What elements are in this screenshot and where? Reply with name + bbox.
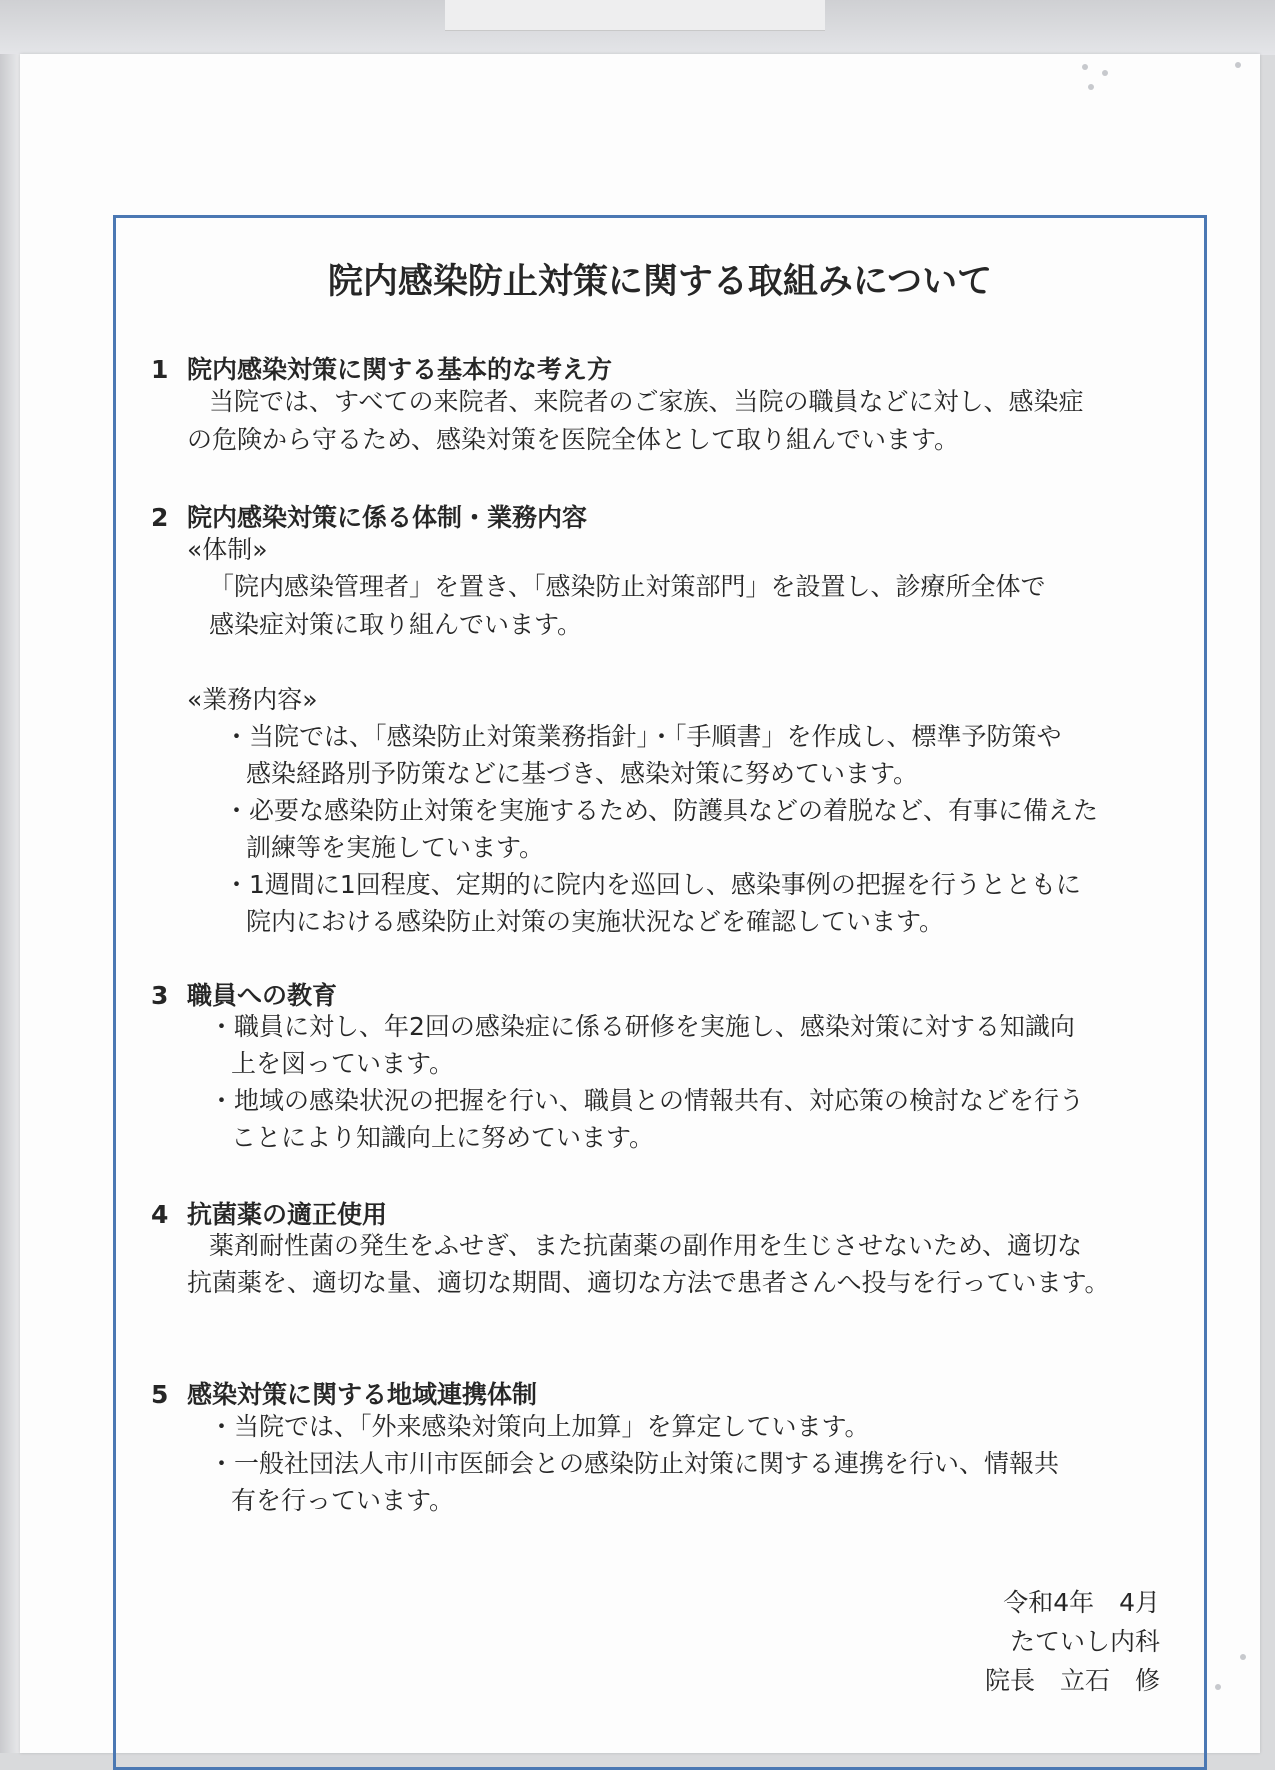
punch-hole — [1082, 64, 1088, 70]
issue-date: 令和4年 4月 — [1003, 1588, 1160, 1617]
paper-left-edge — [0, 54, 20, 1753]
section-heading — [151, 498, 587, 534]
bullet-line: ・必要な感染防止対策を実施するため、防護具などの着脱など、有事に備えた — [224, 796, 1099, 825]
bullet-cont: 訓練等を実施しています。 — [246, 833, 545, 862]
body-line: 抗菌薬を、適切な量、適切な期間、適切な方法で患者さんへ投与を行っています。 — [187, 1268, 1110, 1297]
bullet-line: ・当院では、「外来感染対策向上加算」を算定しています。 — [209, 1412, 870, 1441]
section-title: 抗菌薬の適正使用 — [187, 1200, 388, 1229]
bullet-cont: 感染経路別予防策などに基づき、感染対策に努めています。 — [246, 759, 919, 788]
body-line: 薬剤耐性菌の発生をふせぎ、また抗菌薬の副作用を生じさせないため、適切な — [209, 1231, 1083, 1260]
page-title: 院内感染防止対策に関する取組みについて — [327, 262, 993, 302]
section-title: 感染対策に関する地域連携体制 — [187, 1380, 538, 1409]
section-heading — [151, 1195, 387, 1231]
bullet-cont: ことにより知識向上に努めています。 — [231, 1123, 655, 1152]
bullet-line: ・職員に対し、年2回の感染症に係る研修を実施し、感染対策に対する知識向 — [209, 1012, 1075, 1041]
bullet-cont: 院内における感染防止対策の実施状況などを確認しています。 — [246, 907, 945, 936]
punch-hole — [1102, 70, 1108, 76]
punch-hole — [1240, 1654, 1246, 1660]
body-line: 当院では、すべての来院者、来院者のご家族、当院の職員などに対し、感染症 — [209, 387, 1084, 416]
body-line: 「院内感染管理者」を置き、「感染防止対策部門」を設置し、診療所全体で — [209, 572, 1046, 601]
section-number: 1 — [151, 355, 169, 384]
section-number: 3 — [151, 981, 169, 1010]
notice-frame — [113, 215, 1207, 1770]
scanner-top-strip — [0, 0, 1275, 55]
punch-hole — [1235, 62, 1241, 68]
subheading: «業務内容» — [187, 685, 318, 714]
punch-hole — [1215, 1684, 1221, 1690]
subheading: «体制» — [187, 535, 268, 564]
bullet-cont: 上を図っています。 — [231, 1049, 455, 1078]
section-heading — [151, 1375, 537, 1411]
section-title: 院内感染対策に係る体制・業務内容 — [187, 503, 588, 532]
bullet-line: ・一般社団法人市川市医師会との感染防止対策に関する連携を行い、情報共 — [209, 1449, 1060, 1478]
punch-hole — [1088, 84, 1094, 90]
section-heading — [151, 350, 612, 386]
bullet-line: ・1週間に1回程度、定期的に院内を巡回し、感染事例の把握を行うとともに — [224, 870, 1081, 899]
section-number: 2 — [151, 503, 169, 532]
section-title: 院内感染対策に関する基本的な考え方 — [187, 355, 613, 384]
section-heading — [151, 976, 337, 1012]
body-line: 感染症対策に取り組んでいます。 — [209, 610, 583, 639]
clinic-name: たていし内科 — [1009, 1627, 1160, 1656]
bullet-line: ・当院では、「感染防止対策業務指針」・「手順書」を作成し、標準予防策や — [224, 722, 1062, 751]
signature-block — [985, 1583, 1160, 1700]
section-number: 4 — [151, 1200, 169, 1229]
paper-sheet — [20, 54, 1260, 1753]
section-number: 5 — [151, 1380, 169, 1409]
section-title: 職員への教育 — [187, 981, 338, 1010]
bullet-cont: 有を行っています。 — [231, 1486, 455, 1515]
bullet-line: ・地域の感染状況の把握を行い、職員との情報共有、対応策の検討などを行う — [209, 1086, 1085, 1115]
body-line: の危険から守るため、感染対策を医院全体として取り組んでいます。 — [187, 425, 960, 454]
director-name: 院長 立石 修 — [984, 1666, 1160, 1695]
clip-tab — [445, 0, 825, 31]
